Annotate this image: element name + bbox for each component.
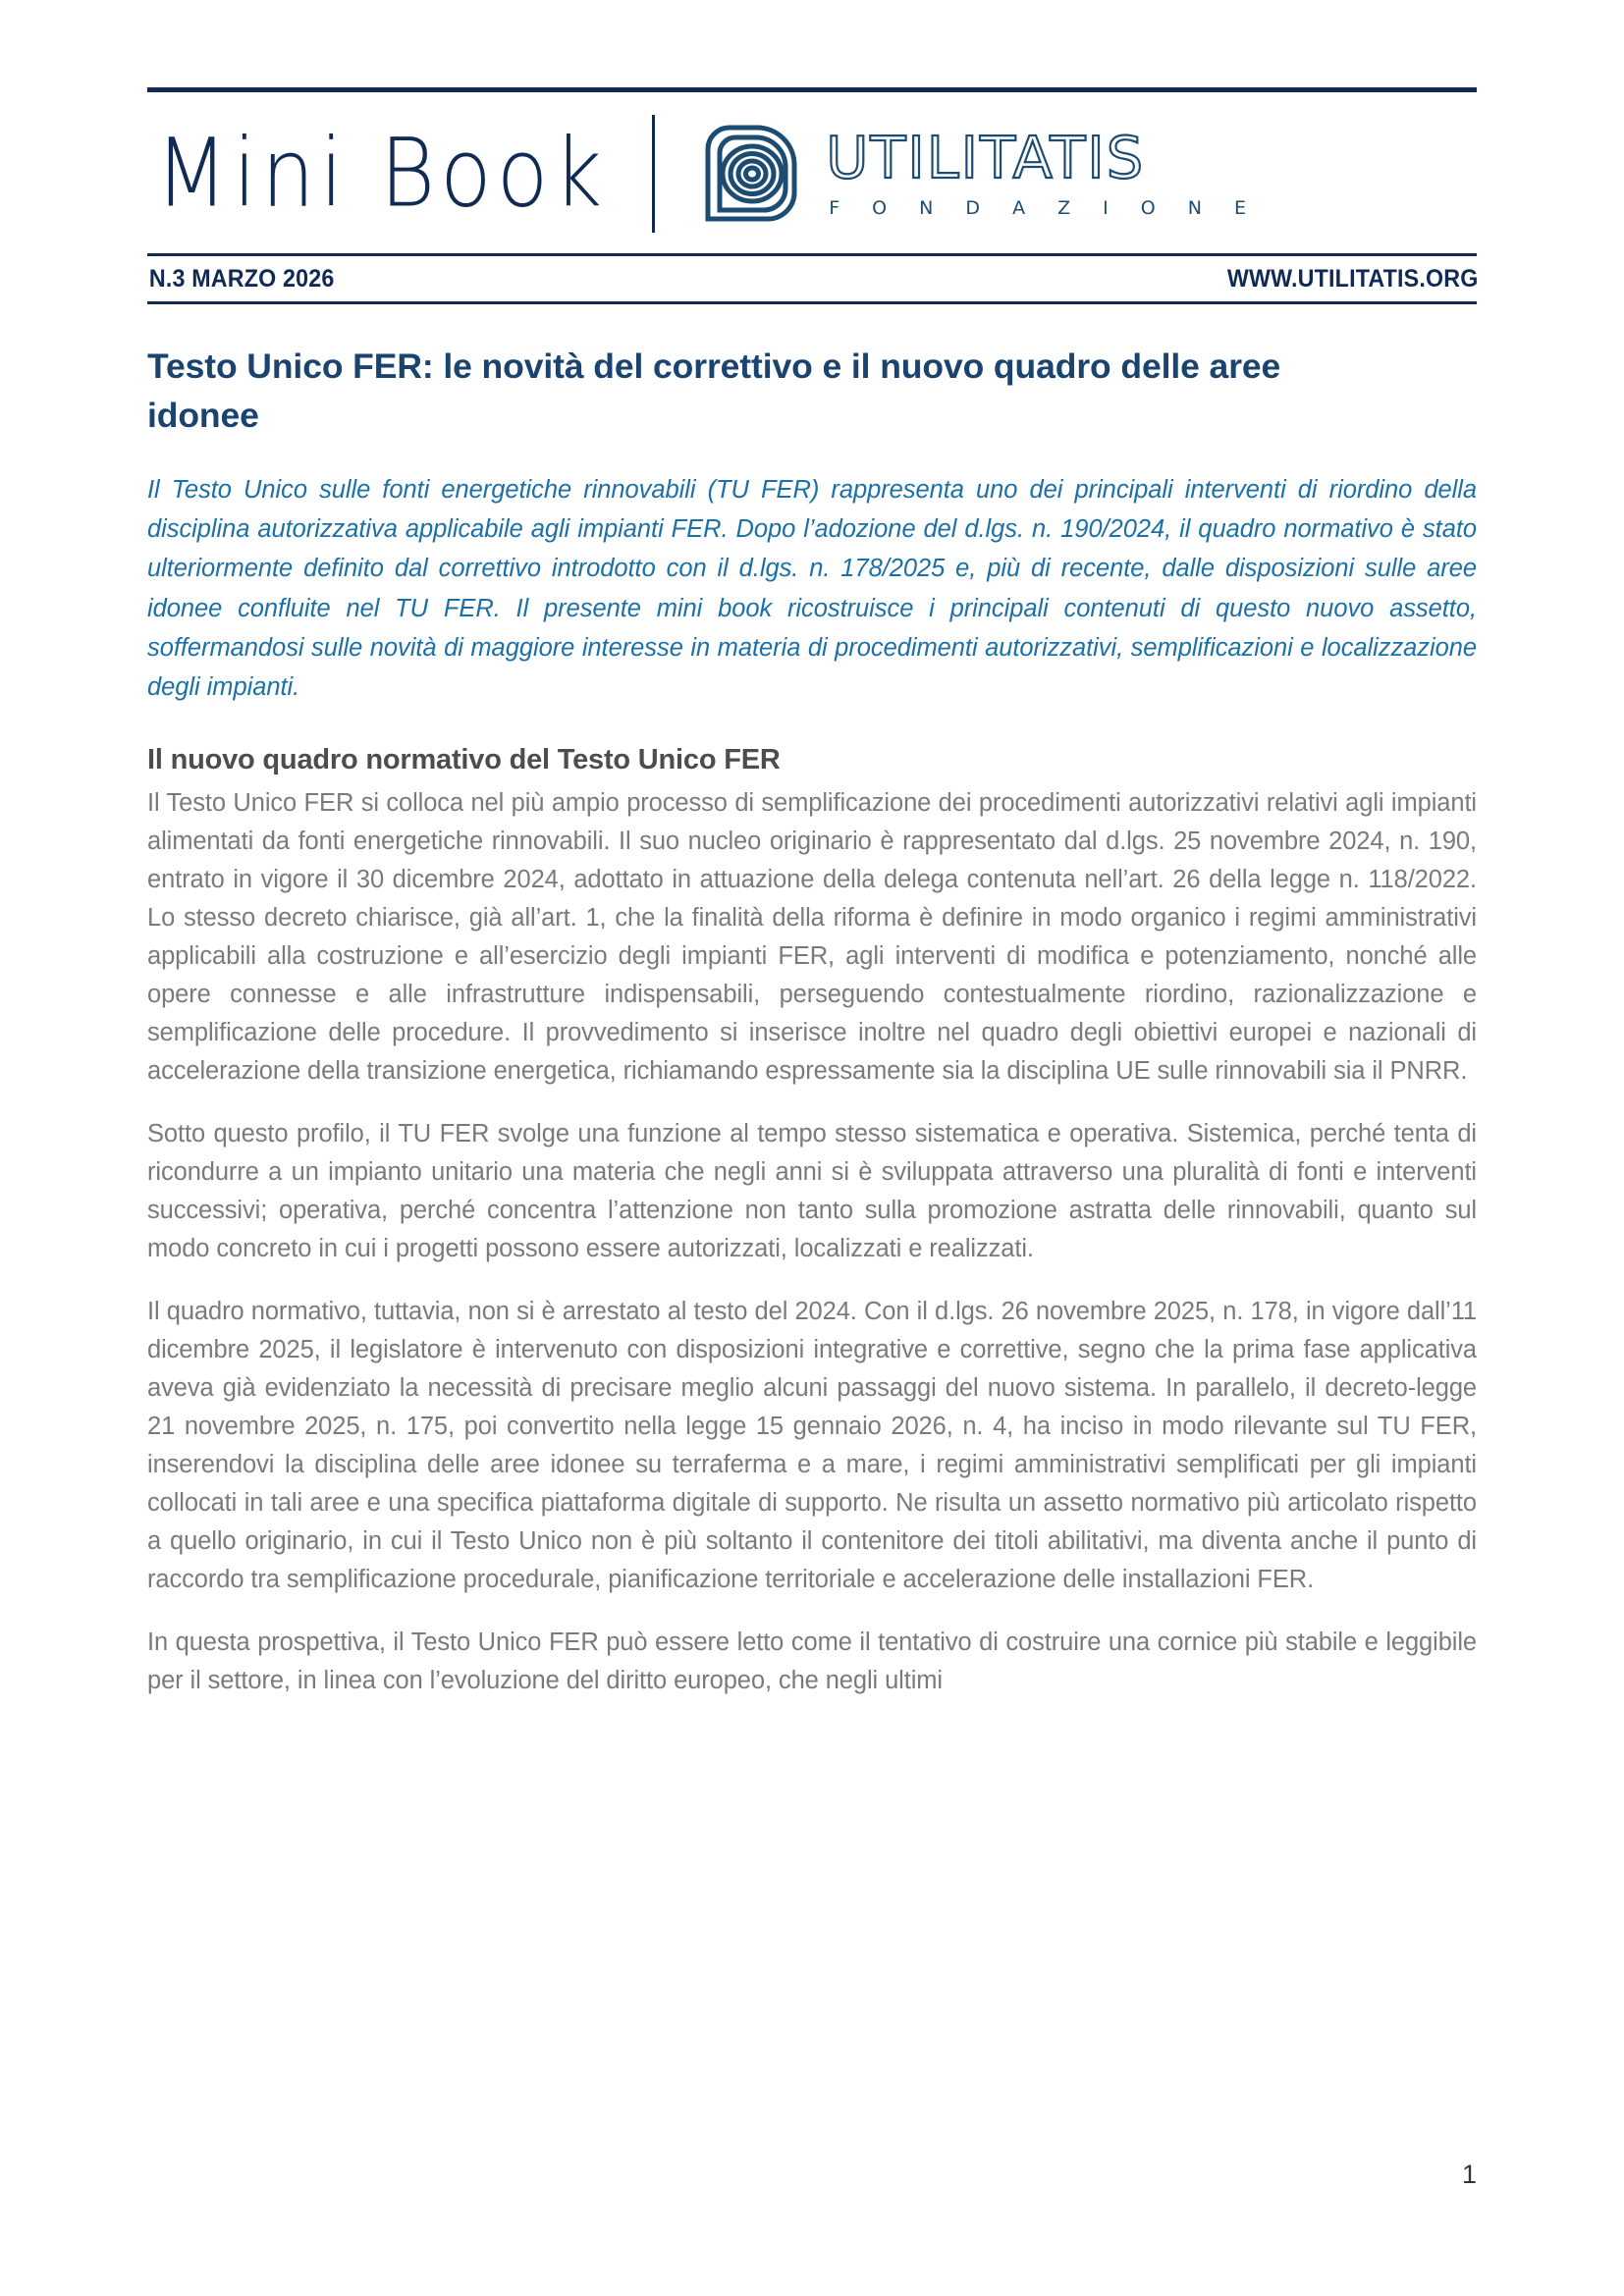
masthead-top-rule — [147, 87, 1477, 92]
body-paragraph: Sotto questo profilo, il TU FER svolge una funzione al tempo stesso sistematica e operativa. Sistemica, perché tenta di ricondurre a un impianto unitario una materia che negli anni si è sviluppata attraverso una pluralità di fonti e interventi successivi; operativa, perché concentra l’attenzione non tanto sulla promozione astratta delle rinnovabili, quanto sul modo concreto in cui i progetti possono essere autorizzati, localizzati e realizzati. — [147, 1119, 1477, 1262]
brand-text — [826, 124, 1260, 219]
page-number: 1 — [1461, 2160, 1477, 2189]
issue-website[interactable]: WWW.UTILITATIS.ORG — [1226, 265, 1479, 293]
body-paragraph: In questa prospettiva, il Testo Unico FER può essere letto come il tentativo di costruire una cornice più stabile e leggibile per il settore, in linea con l’evoluzione del diritto europeo, che negli ultimi — [147, 1628, 1477, 1694]
article-title: Testo Unico FER: le novità del correttivo e il nuovo quadro delle aree idonee — [147, 347, 1281, 436]
publication-title: Mini Book — [155, 119, 608, 229]
issue-bar — [147, 256, 1480, 301]
issue-number-date: N.3 MARZO 2026 — [148, 265, 335, 293]
masthead-vertical-divider — [652, 115, 655, 233]
article-abstract: Il Testo Unico sulle fonti energetiche rinnovabili (TU FER) rappresenta uno dei principali interventi di riordino della disciplina autorizzativa applicabile agli impianti FER. Dopo l’adozione del d.lgs. n. 190/2024, il quadro normativo è stato ulteriormente definito dal correttivo introdotto con il d.lgs. n. 178/2025 e, più di recente, dalle disposizioni sulle aree idonee confluite nel TU FER. Il presente mini book ricostruisce i principali contenuti di questo nuovo assetto, soffermandosi sulle novità di maggiore interesse in materia di procedimenti autorizzativi, semplificazioni e localizzazione degli impianti. — [147, 475, 1477, 702]
concentric-spiral-icon — [698, 120, 804, 231]
body-paragraph: Il quadro normativo, tuttavia, non si è arrestato al testo del 2024. Con il d.lgs. 26 novembre 2025, n. 178, in vigore dall’11 dicembre 2025, il legislatore è intervenuto con disposizioni integrative e correttive, segno che la prima fase applicativa aveva già evidenziato la necessità di precisare meglio alcuni passaggi del nuovo sistema. In parallelo, il decreto-legge 21 novembre 2025, n. 175, poi convertito nella legge 15 gennaio 2026, n. 4, ha inciso in modo rilevante sul TU FER, inserendovi la disciplina delle aree idonee su terraferma e a mare, i regimi amministrativi semplificati per gli impianti collocati in tali aree e una specifica piattaforma digitale di supporto. Ne risulta un assetto normativo più articolato rispetto a quello originario, in cui il Testo Unico non è più soltanto il contenitore dei titoli abilitativi, ma diventa anche il punto di raccordo tra semplificazione procedurale, pianificazione territoriale e accelerazione delle installazioni FER. — [147, 1297, 1477, 1593]
masthead — [147, 100, 1477, 247]
brand-subtitle: F O N D A Z I O N E — [829, 197, 1260, 219]
section-heading: Il nuovo quadro normativo del Testo Unico FER — [147, 743, 781, 775]
brand-name-text: UTILITATIS — [826, 124, 1146, 191]
brand-lockup — [698, 118, 1477, 231]
article — [147, 304, 1477, 1700]
body-paragraph: Il Testo Unico FER si colloca nel più ampio processo di semplificazione dei procedimenti autorizzativi relativi agli impianti alimentati da fonti energetiche rinnovabili. Il suo nucleo originario è rappresentato dal d.lgs. 25 novembre 2024, n. 190, entrato in vigore il 30 dicembre 2024, adottato in attuazione della delega contenuta nell’art. 26 della legge n. 118/2022. Lo stesso decreto chiarisce, già all’art. 1, che la finalità della riforma è definire in modo organico i regimi amministrativi applicabili alla costruzione e all’esercizio degli impianti FER, agli interventi di modifica e potenziamento, nonché alle opere connesse e alle infrastrutture indispensabili, perseguendo contestualmente riordino, razionalizzazione e semplificazione delle procedure. Il provvedimento si inserisce inoltre nel quadro degli obiettivi europei e nazionali di accelerazione della transizione energetica, richiamando espressamente sia la disciplina UE sulle rinnovabili sia il PNRR. — [147, 788, 1477, 1085]
brand-name — [826, 124, 1259, 191]
